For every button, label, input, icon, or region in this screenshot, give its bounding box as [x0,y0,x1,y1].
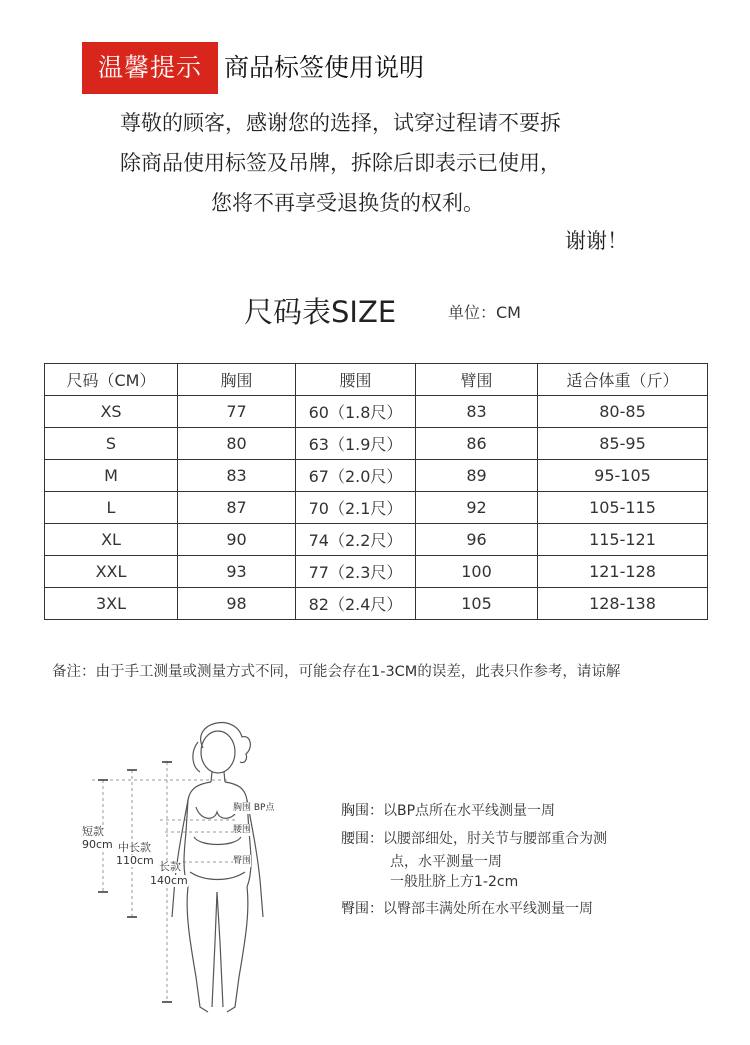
size-table [44,363,708,620]
measurement-waist-line-2: 点，水平测量一周 [390,854,502,870]
measurement-waist-text-1: 以腰部细处，肘关节与腰部重合为测 [383,831,607,847]
tag-bust: 胸围 BP点 [233,803,275,813]
cell-waist: 67（2.0尺） [296,460,416,492]
cell-hip: 100 [416,556,538,588]
notice-line-1: 尊敬的顾客，感谢您的选择，试穿过程请不要拆 [120,111,561,135]
cell-weight: 115-121 [538,524,708,556]
cell-weight: 128-138 [538,588,708,620]
cell-weight: 80-85 [538,396,708,428]
measurement-hip [341,898,593,921]
header-hip: 臂围 [416,364,538,396]
measurement-hip-text: 以臀部丰满处所在水平线测量一周 [383,901,593,917]
cell-hip: 89 [416,460,538,492]
cell-size: L [45,492,178,524]
cell-weight: 121-128 [538,556,708,588]
cell-hip: 86 [416,428,538,460]
measurement-bust-text: 以BP点所在水平线测量一周 [383,803,556,819]
length-mid-value: 110cm [116,854,154,867]
cell-weight: 95-105 [538,460,708,492]
cell-hip: 92 [416,492,538,524]
table-row [45,492,708,524]
table-row [45,428,708,460]
cell-weight: 85-95 [538,428,708,460]
table-row [45,556,708,588]
cell-bust: 98 [178,588,296,620]
length-long-name: 长款 [159,860,181,873]
size-chart-title: 尺码表SIZE [244,295,397,329]
measurement-waist-line-3: 一般肚脐上方1-2cm [390,874,519,890]
notice-badge: 温馨提示 [82,42,218,94]
cell-waist: 82（2.4尺） [296,588,416,620]
notice-title: 商品标签使用说明 [224,53,425,82]
length-long-value: 140cm [150,874,188,887]
header-bust: 胸围 [178,364,296,396]
body-figure-illustration [70,712,330,1032]
cell-waist: 77（2.3尺） [296,556,416,588]
cell-size: XS [45,396,178,428]
length-short-value: 90cm [82,838,113,851]
table-row [45,396,708,428]
header-size: 尺码（CM） [45,364,178,396]
cell-size: 3XL [45,588,178,620]
cell-waist: 70（2.1尺） [296,492,416,524]
length-short-name: 短款 [82,825,104,838]
size-chart-remark: 备注：由于手工测量或测量方式不同，可能会存在1-3CM的误差，此表只作参考，请谅解 [52,664,621,680]
measurement-bust [341,800,555,823]
measurement-hip-term: 臀围： [341,901,383,917]
notice-line-2: 除商品使用标签及吊牌，拆除后即表示已使用， [120,151,561,175]
measurement-waist-term: 腰围： [341,831,383,847]
notice-thanks: 谢谢！ [565,229,628,253]
tag-hip: 臀围 [233,856,252,866]
cell-waist: 74（2.2尺） [296,524,416,556]
cell-size: XXL [45,556,178,588]
header-waist: 腰围 [296,364,416,396]
body-measurement-figure [70,712,330,1032]
size-chart-unit: 单位：CM [448,303,521,322]
cell-hip: 105 [416,588,538,620]
cell-bust: 87 [178,492,296,524]
cell-size: XL [45,524,178,556]
cell-bust: 77 [178,396,296,428]
table-row [45,460,708,492]
cell-hip: 96 [416,524,538,556]
cell-size: M [45,460,178,492]
cell-waist: 60（1.8尺） [296,396,416,428]
cell-waist: 63（1.9尺） [296,428,416,460]
table-row [45,524,708,556]
cell-bust: 83 [178,460,296,492]
measurement-waist [341,828,607,851]
cell-bust: 93 [178,556,296,588]
length-mid-name: 中长款 [118,841,151,854]
table-row [45,588,708,620]
cell-bust: 80 [178,428,296,460]
header-weight: 适合体重（斤） [538,364,708,396]
cell-hip: 83 [416,396,538,428]
size-table-header-row [45,364,708,396]
cell-bust: 90 [178,524,296,556]
measurement-bust-term: 胸围： [341,803,383,819]
cell-weight: 105-115 [538,492,708,524]
cell-size: S [45,428,178,460]
notice-line-3: 您将不再享受退换货的权利。 [211,191,484,215]
tag-waist: 腰围 [233,825,252,835]
